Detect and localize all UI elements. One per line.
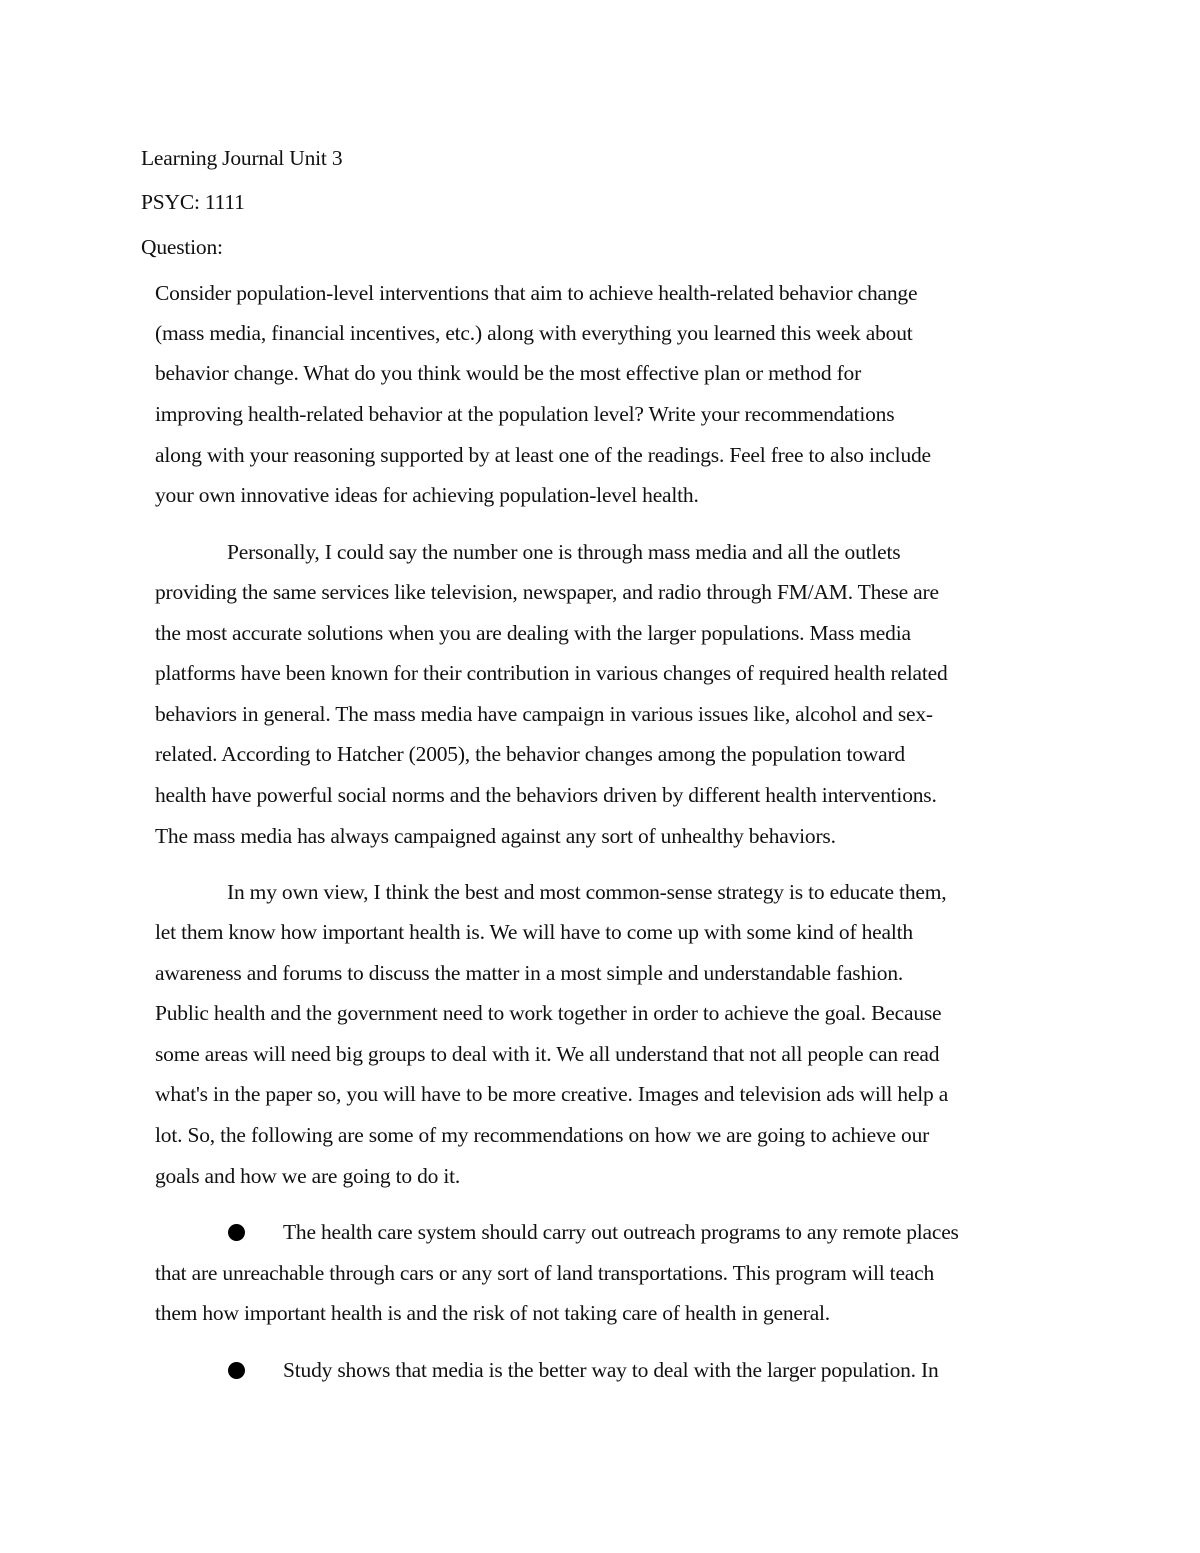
paragraph-line: lot. So, the following are some of my recommendations on how we are going to achieve our — [155, 1123, 930, 1147]
paragraph-line: the most accurate solutions when you are dealing with the larger populations. Mass media — [155, 621, 911, 645]
question-line: your own innovative ideas for achieving population-level health. — [155, 483, 699, 507]
bullet-icon — [228, 1224, 245, 1241]
paragraph-line: platforms have been known for their contribution in various changes of required health related — [155, 661, 948, 685]
paragraph-line: The mass media has always campaigned against any sort of unhealthy behaviors. — [155, 824, 836, 848]
question-line: (mass media, financial incentives, etc.) along with everything you learned this week about — [155, 321, 913, 345]
bullet-line: The health care system should carry out outreach programs to any remote places — [283, 1220, 959, 1244]
paragraph-line: Public health and the government need to work together in order to achieve the goal. Because — [155, 1001, 942, 1025]
bullet-line: that are unreachable through cars or any sort of land transportations. This program will teach — [155, 1261, 935, 1285]
bullet-icon — [228, 1362, 245, 1379]
question-line: improving health-related behavior at the population level? Write your recommendations — [155, 402, 895, 426]
paragraph-line: what's in the paper so, you will have to be more creative. Images and television ads will help a — [155, 1082, 949, 1106]
question-line: behavior change. What do you think would be the most effective plan or method for — [155, 361, 862, 385]
question-label: Question: — [141, 235, 223, 259]
paragraph-line: let them know how important health is. We will have to come up with some kind of health — [155, 920, 913, 944]
paragraph-line: behaviors in general. The mass media have campaign in various issues like, alcohol and sex- — [155, 702, 933, 726]
paragraph-line: goals and how we are going to do it. — [155, 1164, 461, 1188]
paragraph-line: providing the same services like television, newspaper, and radio through FM/AM. These are — [155, 580, 939, 604]
document-title: Learning Journal Unit 3 — [141, 146, 343, 170]
bullet-line: them how important health is and the risk of not taking care of health in general. — [155, 1301, 830, 1325]
question-line: along with your reasoning supported by at least one of the readings. Feel free to also include — [155, 443, 931, 467]
paragraph-line: In my own view, I think the best and most common-sense strategy is to educate them, — [227, 880, 947, 904]
course-code: PSYC: 1111 — [141, 190, 245, 214]
paragraph-line: awareness and forums to discuss the matter in a most simple and understandable fashion. — [155, 961, 904, 985]
paragraph-line: some areas will need big groups to deal with it. We all understand that not all people can read — [155, 1042, 940, 1066]
paragraph-line: health have powerful social norms and the behaviors driven by different health interventions. — [155, 783, 937, 807]
paragraph-line: Personally, I could say the number one is through mass media and all the outlets — [227, 540, 901, 564]
paragraph-line: related. According to Hatcher (2005), the behavior changes among the population toward — [155, 742, 905, 766]
bullet-line: Study shows that media is the better way to deal with the larger population. In — [283, 1358, 939, 1382]
question-line: Consider population-level interventions that aim to achieve health-related behavior change — [155, 281, 918, 305]
